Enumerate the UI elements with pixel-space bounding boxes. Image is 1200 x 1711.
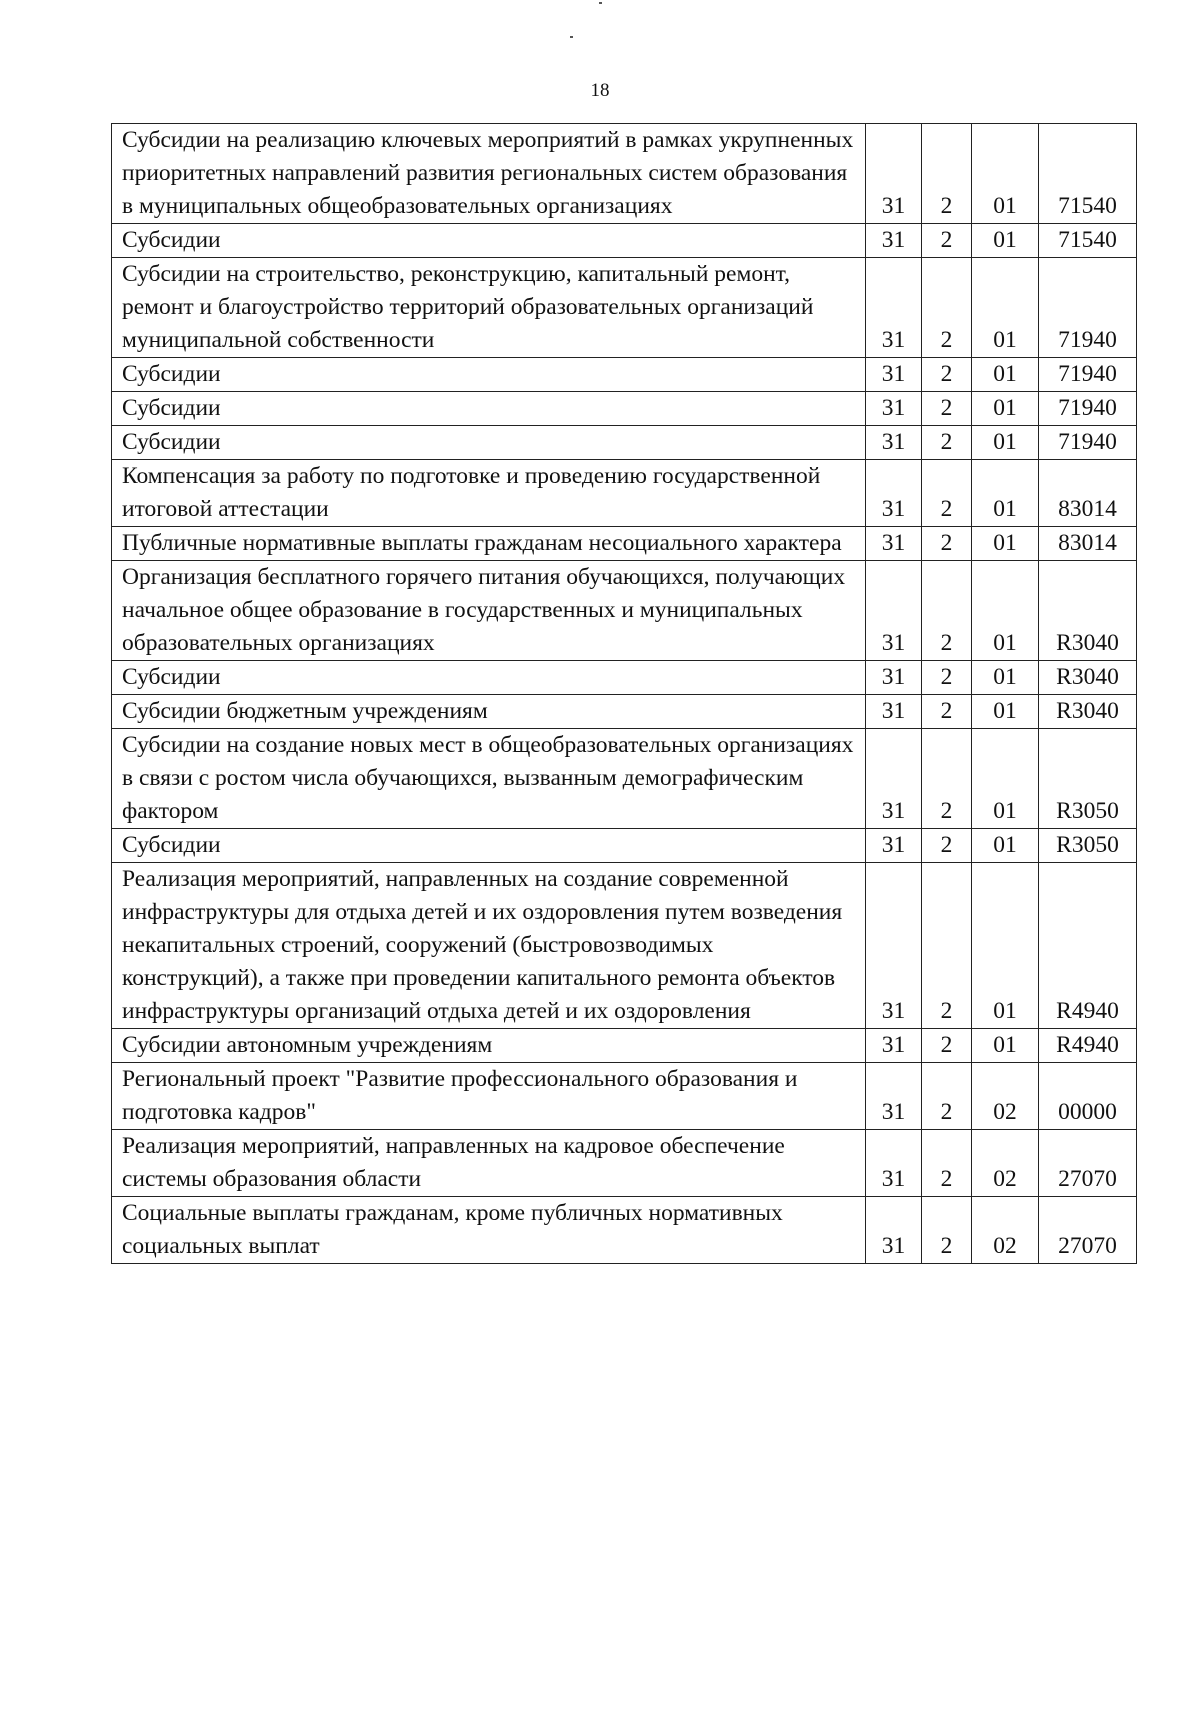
code-target: 01 — [972, 124, 1039, 224]
code-section: 31 — [866, 1197, 922, 1264]
code-subsection: 2 — [922, 561, 972, 661]
code-target: 01 — [972, 258, 1039, 358]
code-subsection: 2 — [922, 258, 972, 358]
table-row — [112, 695, 1137, 729]
row-name: Субсидии автономным учреждениям — [112, 1029, 866, 1063]
code-subsection: 2 — [922, 527, 972, 561]
code-item: R3040 — [1039, 561, 1137, 661]
code-target: 02 — [972, 1063, 1039, 1130]
code-target: 02 — [972, 1130, 1039, 1197]
code-target: 01 — [972, 729, 1039, 829]
row-name: Реализация мероприятий, направленных на создание современной инфраструктуры для отдыха детей и их оздоровления путем возведения некапитальных строений, сооружений (быстровозводимых конструкций), а также при проведении капитального ремонта объектов инфраструктуры организаций отдыха детей и их оздоровления — [112, 863, 866, 1029]
code-item: 27070 — [1039, 1130, 1137, 1197]
code-item: 71940 — [1039, 258, 1137, 358]
code-target: 01 — [972, 392, 1039, 426]
code-item: R3040 — [1039, 695, 1137, 729]
code-target: 01 — [972, 358, 1039, 392]
table-row — [112, 1130, 1137, 1197]
code-target: 01 — [972, 460, 1039, 527]
row-name: Субсидии — [112, 426, 866, 460]
code-section: 31 — [866, 1130, 922, 1197]
code-section: 31 — [866, 426, 922, 460]
code-subsection: 2 — [922, 1029, 972, 1063]
table-row — [112, 829, 1137, 863]
row-name: Субсидии — [112, 392, 866, 426]
code-section: 31 — [866, 695, 922, 729]
code-section: 31 — [866, 460, 922, 527]
code-item: 83014 — [1039, 460, 1137, 527]
scan-speck — [599, 2, 602, 4]
row-name: Субсидии на реализацию ключевых мероприятий в рамках укрупненных приоритетных направлений развития региональных систем образования в муниципальных общеобразовательных организациях — [112, 124, 866, 224]
row-name: Региональный проект "Развитие профессионального образования и подготовка кадров" — [112, 1063, 866, 1130]
table-row — [112, 661, 1137, 695]
table-row — [112, 358, 1137, 392]
code-subsection: 2 — [922, 392, 972, 426]
table-row — [112, 1063, 1137, 1130]
table-body — [112, 124, 1137, 1264]
code-section: 31 — [866, 392, 922, 426]
code-section: 31 — [866, 829, 922, 863]
row-name: Субсидии бюджетным учреждениям — [112, 695, 866, 729]
code-subsection: 2 — [922, 863, 972, 1029]
code-item: R3050 — [1039, 729, 1137, 829]
code-subsection: 2 — [922, 358, 972, 392]
code-item: 71540 — [1039, 124, 1137, 224]
row-name: Субсидии — [112, 224, 866, 258]
code-subsection: 2 — [922, 460, 972, 527]
code-subsection: 2 — [922, 1130, 972, 1197]
code-item: R4940 — [1039, 1029, 1137, 1063]
code-section: 31 — [866, 258, 922, 358]
code-section: 31 — [866, 863, 922, 1029]
code-subsection: 2 — [922, 1197, 972, 1264]
code-section: 31 — [866, 1063, 922, 1130]
code-section: 31 — [866, 527, 922, 561]
table-row — [112, 527, 1137, 561]
table-row — [112, 863, 1137, 1029]
row-name: Реализация мероприятий, направленных на кадровое обеспечение системы образования области — [112, 1130, 866, 1197]
table-row — [112, 1029, 1137, 1063]
code-item: R4940 — [1039, 863, 1137, 1029]
code-subsection: 2 — [922, 1063, 972, 1130]
code-target: 01 — [972, 829, 1039, 863]
table-row — [112, 1197, 1137, 1264]
code-subsection: 2 — [922, 224, 972, 258]
code-target: 01 — [972, 863, 1039, 1029]
code-target: 01 — [972, 527, 1039, 561]
code-subsection: 2 — [922, 695, 972, 729]
code-target: 01 — [972, 695, 1039, 729]
code-subsection: 2 — [922, 426, 972, 460]
code-item: R3040 — [1039, 661, 1137, 695]
code-target: 01 — [972, 224, 1039, 258]
table-row — [112, 460, 1137, 527]
row-name: Субсидии — [112, 829, 866, 863]
code-target: 01 — [972, 426, 1039, 460]
row-name: Социальные выплаты гражданам, кроме публичных нормативных социальных выплат — [112, 1197, 866, 1264]
code-item: 00000 — [1039, 1063, 1137, 1130]
code-item: 27070 — [1039, 1197, 1137, 1264]
code-target: 02 — [972, 1197, 1039, 1264]
table-row — [112, 124, 1137, 224]
table-row — [112, 258, 1137, 358]
code-subsection: 2 — [922, 124, 972, 224]
code-section: 31 — [866, 224, 922, 258]
scan-speck — [570, 36, 573, 38]
code-item: R3050 — [1039, 829, 1137, 863]
row-name: Субсидии на строительство, реконструкцию, капитальный ремонт, ремонт и благоустройство территорий образовательных организаций муниципальной собственности — [112, 258, 866, 358]
code-subsection: 2 — [922, 729, 972, 829]
table-row — [112, 729, 1137, 829]
table-row — [112, 426, 1137, 460]
code-section: 31 — [866, 729, 922, 829]
code-section: 31 — [866, 1029, 922, 1063]
row-name: Публичные нормативные выплаты гражданам несоциального характера — [112, 527, 866, 561]
code-section: 31 — [866, 124, 922, 224]
code-item: 71940 — [1039, 426, 1137, 460]
row-name: Организация бесплатного горячего питания обучающихся, получающих начальное общее образование в государственных и муниципальных образовательных организациях — [112, 561, 866, 661]
table-row — [112, 224, 1137, 258]
table-row — [112, 392, 1137, 426]
row-name: Субсидии на создание новых мест в общеобразовательных организациях в связи с ростом числа обучающихся, вызванным демографическим фактором — [112, 729, 866, 829]
table-row — [112, 561, 1137, 661]
page-number: 18 — [590, 80, 610, 101]
code-item: 71940 — [1039, 358, 1137, 392]
code-target: 01 — [972, 661, 1039, 695]
budget-classification-table — [111, 123, 1137, 1264]
code-target: 01 — [972, 1029, 1039, 1063]
code-subsection: 2 — [922, 829, 972, 863]
code-section: 31 — [866, 661, 922, 695]
row-name: Субсидии — [112, 358, 866, 392]
code-section: 31 — [866, 561, 922, 661]
code-item: 71940 — [1039, 392, 1137, 426]
code-item: 83014 — [1039, 527, 1137, 561]
code-subsection: 2 — [922, 661, 972, 695]
code-section: 31 — [866, 358, 922, 392]
row-name: Компенсация за работу по подготовке и проведению государственной итоговой аттестации — [112, 460, 866, 527]
code-target: 01 — [972, 561, 1039, 661]
code-item: 71540 — [1039, 224, 1137, 258]
row-name: Субсидии — [112, 661, 866, 695]
